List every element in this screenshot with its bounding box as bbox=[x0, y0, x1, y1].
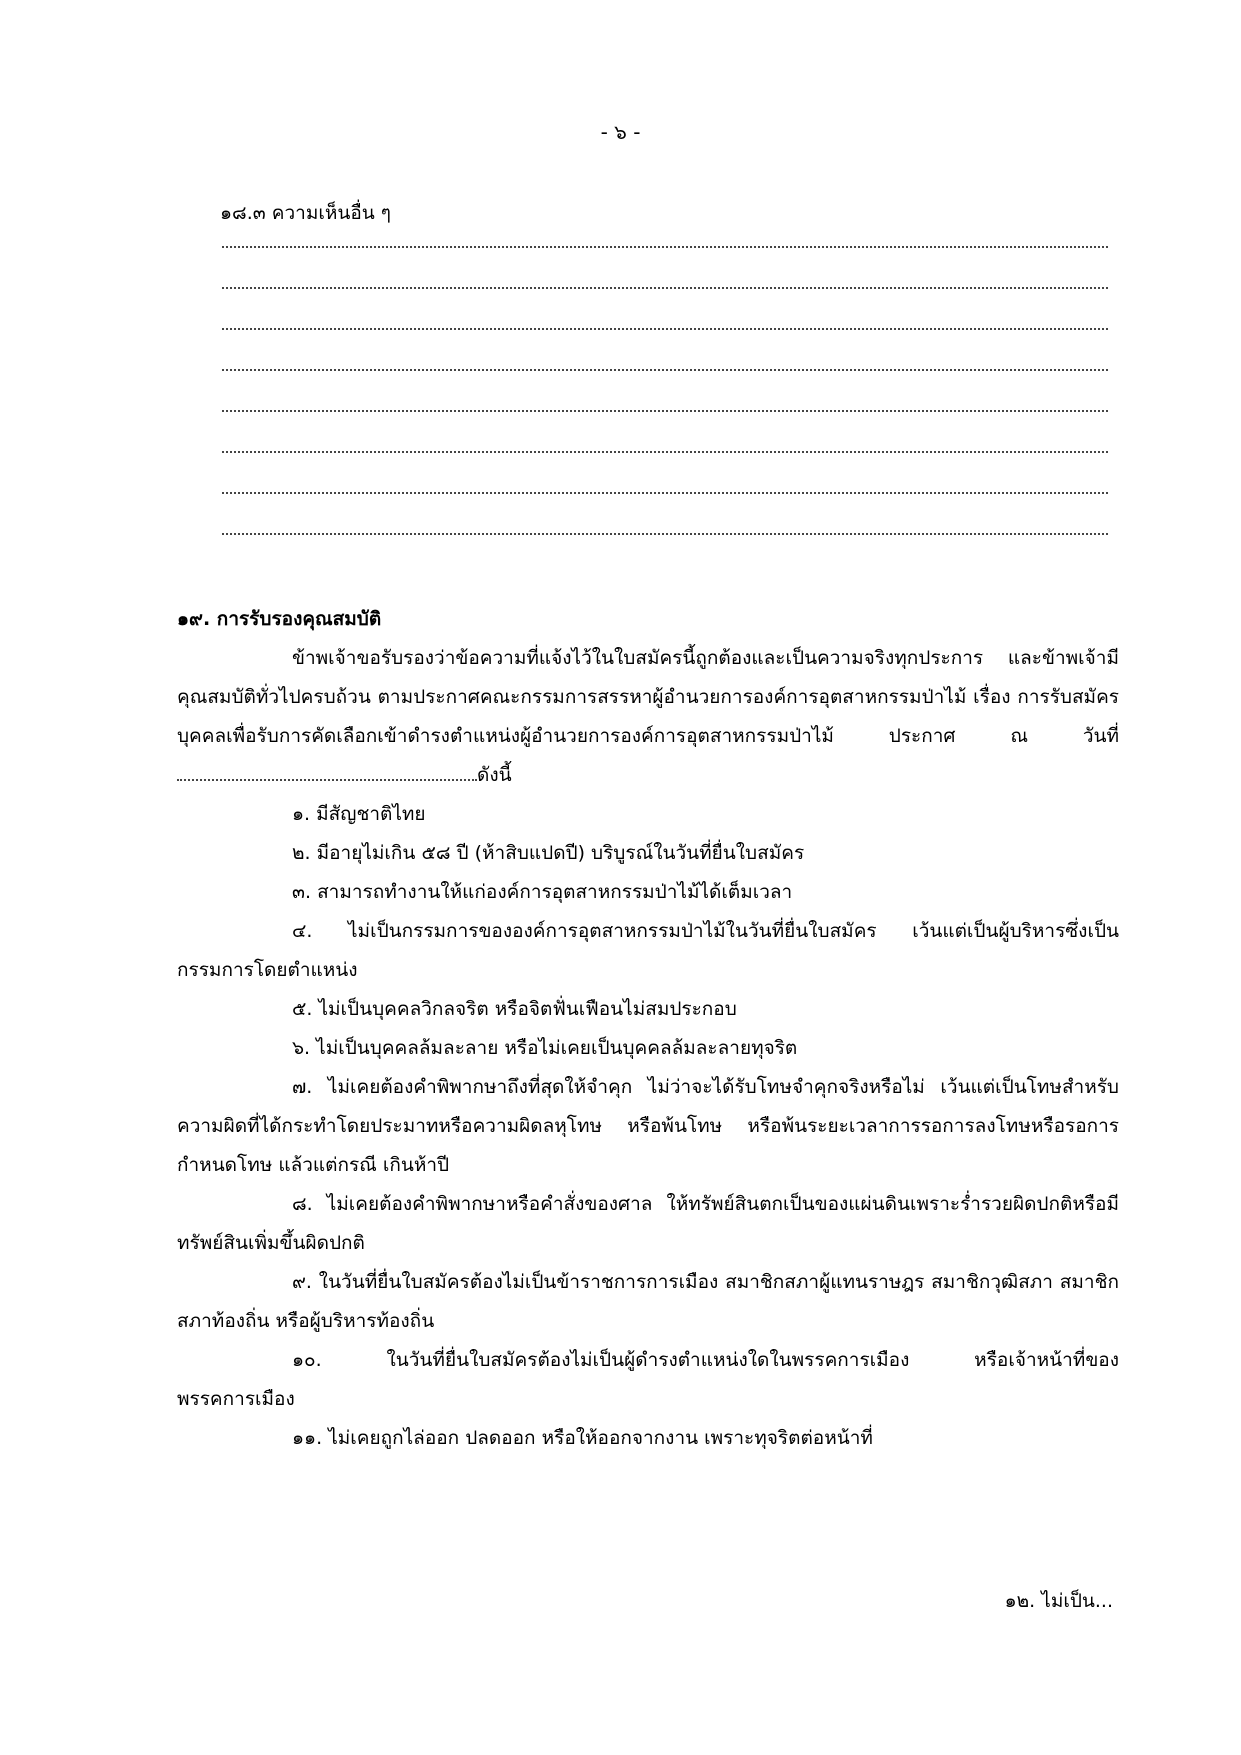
certification-intro bbox=[177, 639, 1119, 795]
qualification-item: ๙. ในวันที่ยื่นใบสมัครต้องไม่เป็นข้าราชการการเมือง สมาชิกสภาผู้แทนราษฎร สมาชิกวุฒิสภา สมาชิกสภาท้องถิ่น หรือผู้บริหารท้องถิ่น bbox=[177, 1271, 1119, 1332]
qualification-item: ๑. มีสัญชาติไทย bbox=[292, 803, 426, 825]
intro-text-end: ดังนี้ bbox=[477, 764, 512, 786]
comment-blank-lines[interactable] bbox=[222, 246, 1108, 574]
page-number: - ๖ - bbox=[600, 120, 641, 144]
blank-line[interactable] bbox=[222, 492, 1108, 494]
blank-line[interactable] bbox=[222, 287, 1108, 289]
qualification-item: ๓. สามารถทำงานให้แก่องค์การอุตสาหกรรมป่าไม้ได้เต็มเวลา bbox=[292, 881, 793, 903]
qualification-item: ๑๑. ไม่เคยถูกไล่ออก ปลดออก หรือให้ออกจากงาน เพราะทุจริตต่อหน้าที่ bbox=[292, 1427, 873, 1449]
blank-line[interactable] bbox=[222, 328, 1108, 330]
intro-text: ข้าพเจ้าขอรับรองว่าข้อความที่แจ้งไว้ในใบสมัครนี้ถูกต้องและเป็นความจริงทุกประการ และข้าพเจ้ามีคุณสมบัติทั่วไปครบถ้วน ตามประกาศคณะกรรมการสรรหาผู้อำนวยการองค์การอุตสาหกรรมป่าไม้ เรื่อง การรับสมัครบุคคลเพื่อรับการคัดเลือกเข้าดำรงตำแหน่งผู้อำนวยการองค์การอุตสาหกรรมป่าไม้ ประกาศ ณ วันที่ bbox=[177, 647, 1119, 747]
blank-line[interactable] bbox=[222, 410, 1108, 412]
qualification-item: ๕. ไม่เป็นบุคคลวิกลจริต หรือจิตฟั่นเฟือนไม่สมประกอบ bbox=[292, 998, 737, 1020]
section-18-3-label: ๑๘.๓ ความเห็นอื่น ๆ bbox=[220, 202, 392, 224]
qualification-item: ๑๐. ในวันที่ยื่นใบสมัครต้องไม่เป็นผู้ดำรงตำแหน่งใดในพรรคการเมือง หรือเจ้าหน้าที่ของพรรคการเมือง bbox=[177, 1349, 1119, 1410]
continuation-marker: ๑๒. ไม่เป็น... bbox=[1004, 1590, 1113, 1612]
announcement-date-blank[interactable] bbox=[177, 763, 477, 781]
blank-line[interactable] bbox=[222, 533, 1108, 535]
qualification-certification bbox=[177, 600, 1119, 1458]
qualification-item: ๔. ไม่เป็นกรรมการขององค์การอุตสาหกรรมป่าไม้ในวันที่ยื่นใบสมัคร เว้นแต่เป็นผู้บริหารซึ่งเป็นกรรมการโดยตำแหน่ง bbox=[177, 920, 1119, 981]
blank-line[interactable] bbox=[222, 246, 1108, 248]
qualification-item: ๖. ไม่เป็นบุคคลล้มละลาย หรือไม่เคยเป็นบุคคลล้มละลายทุจริต bbox=[292, 1037, 798, 1059]
section-19-heading: ๑๙. การรับรองคุณสมบัติ bbox=[177, 608, 382, 630]
qualification-item: ๘. ไม่เคยต้องคำพิพากษาหรือคำสั่งของศาล ให้ทรัพย์สินตกเป็นของแผ่นดินเพราะร่ำรวยผิดปกติหรือมีทรัพย์สินเพิ่มขึ้นผิดปกติ bbox=[177, 1193, 1119, 1254]
blank-line[interactable] bbox=[222, 369, 1108, 371]
qualification-item: ๒. มีอายุไม่เกิน ๕๘ ปี (ห้าสิบแปดปี) บริบูรณ์ในวันที่ยื่นใบสมัคร bbox=[292, 842, 805, 864]
qualification-item: ๗. ไม่เคยต้องคำพิพากษาถึงที่สุดให้จำคุก ไม่ว่าจะได้รับโทษจำคุกจริงหรือไม่ เว้นแต่เป็นโทษสำหรับความผิดที่ได้กระทำโดยประมาทหรือความผิดลหุโทษ หรือพ้นโทษ หรือพ้นระยะเวลาการรอการลงโทษหรือรอการกำหนดโทษ แล้วแต่กรณี เกินห้าปี bbox=[177, 1076, 1119, 1176]
blank-line[interactable] bbox=[222, 451, 1108, 453]
